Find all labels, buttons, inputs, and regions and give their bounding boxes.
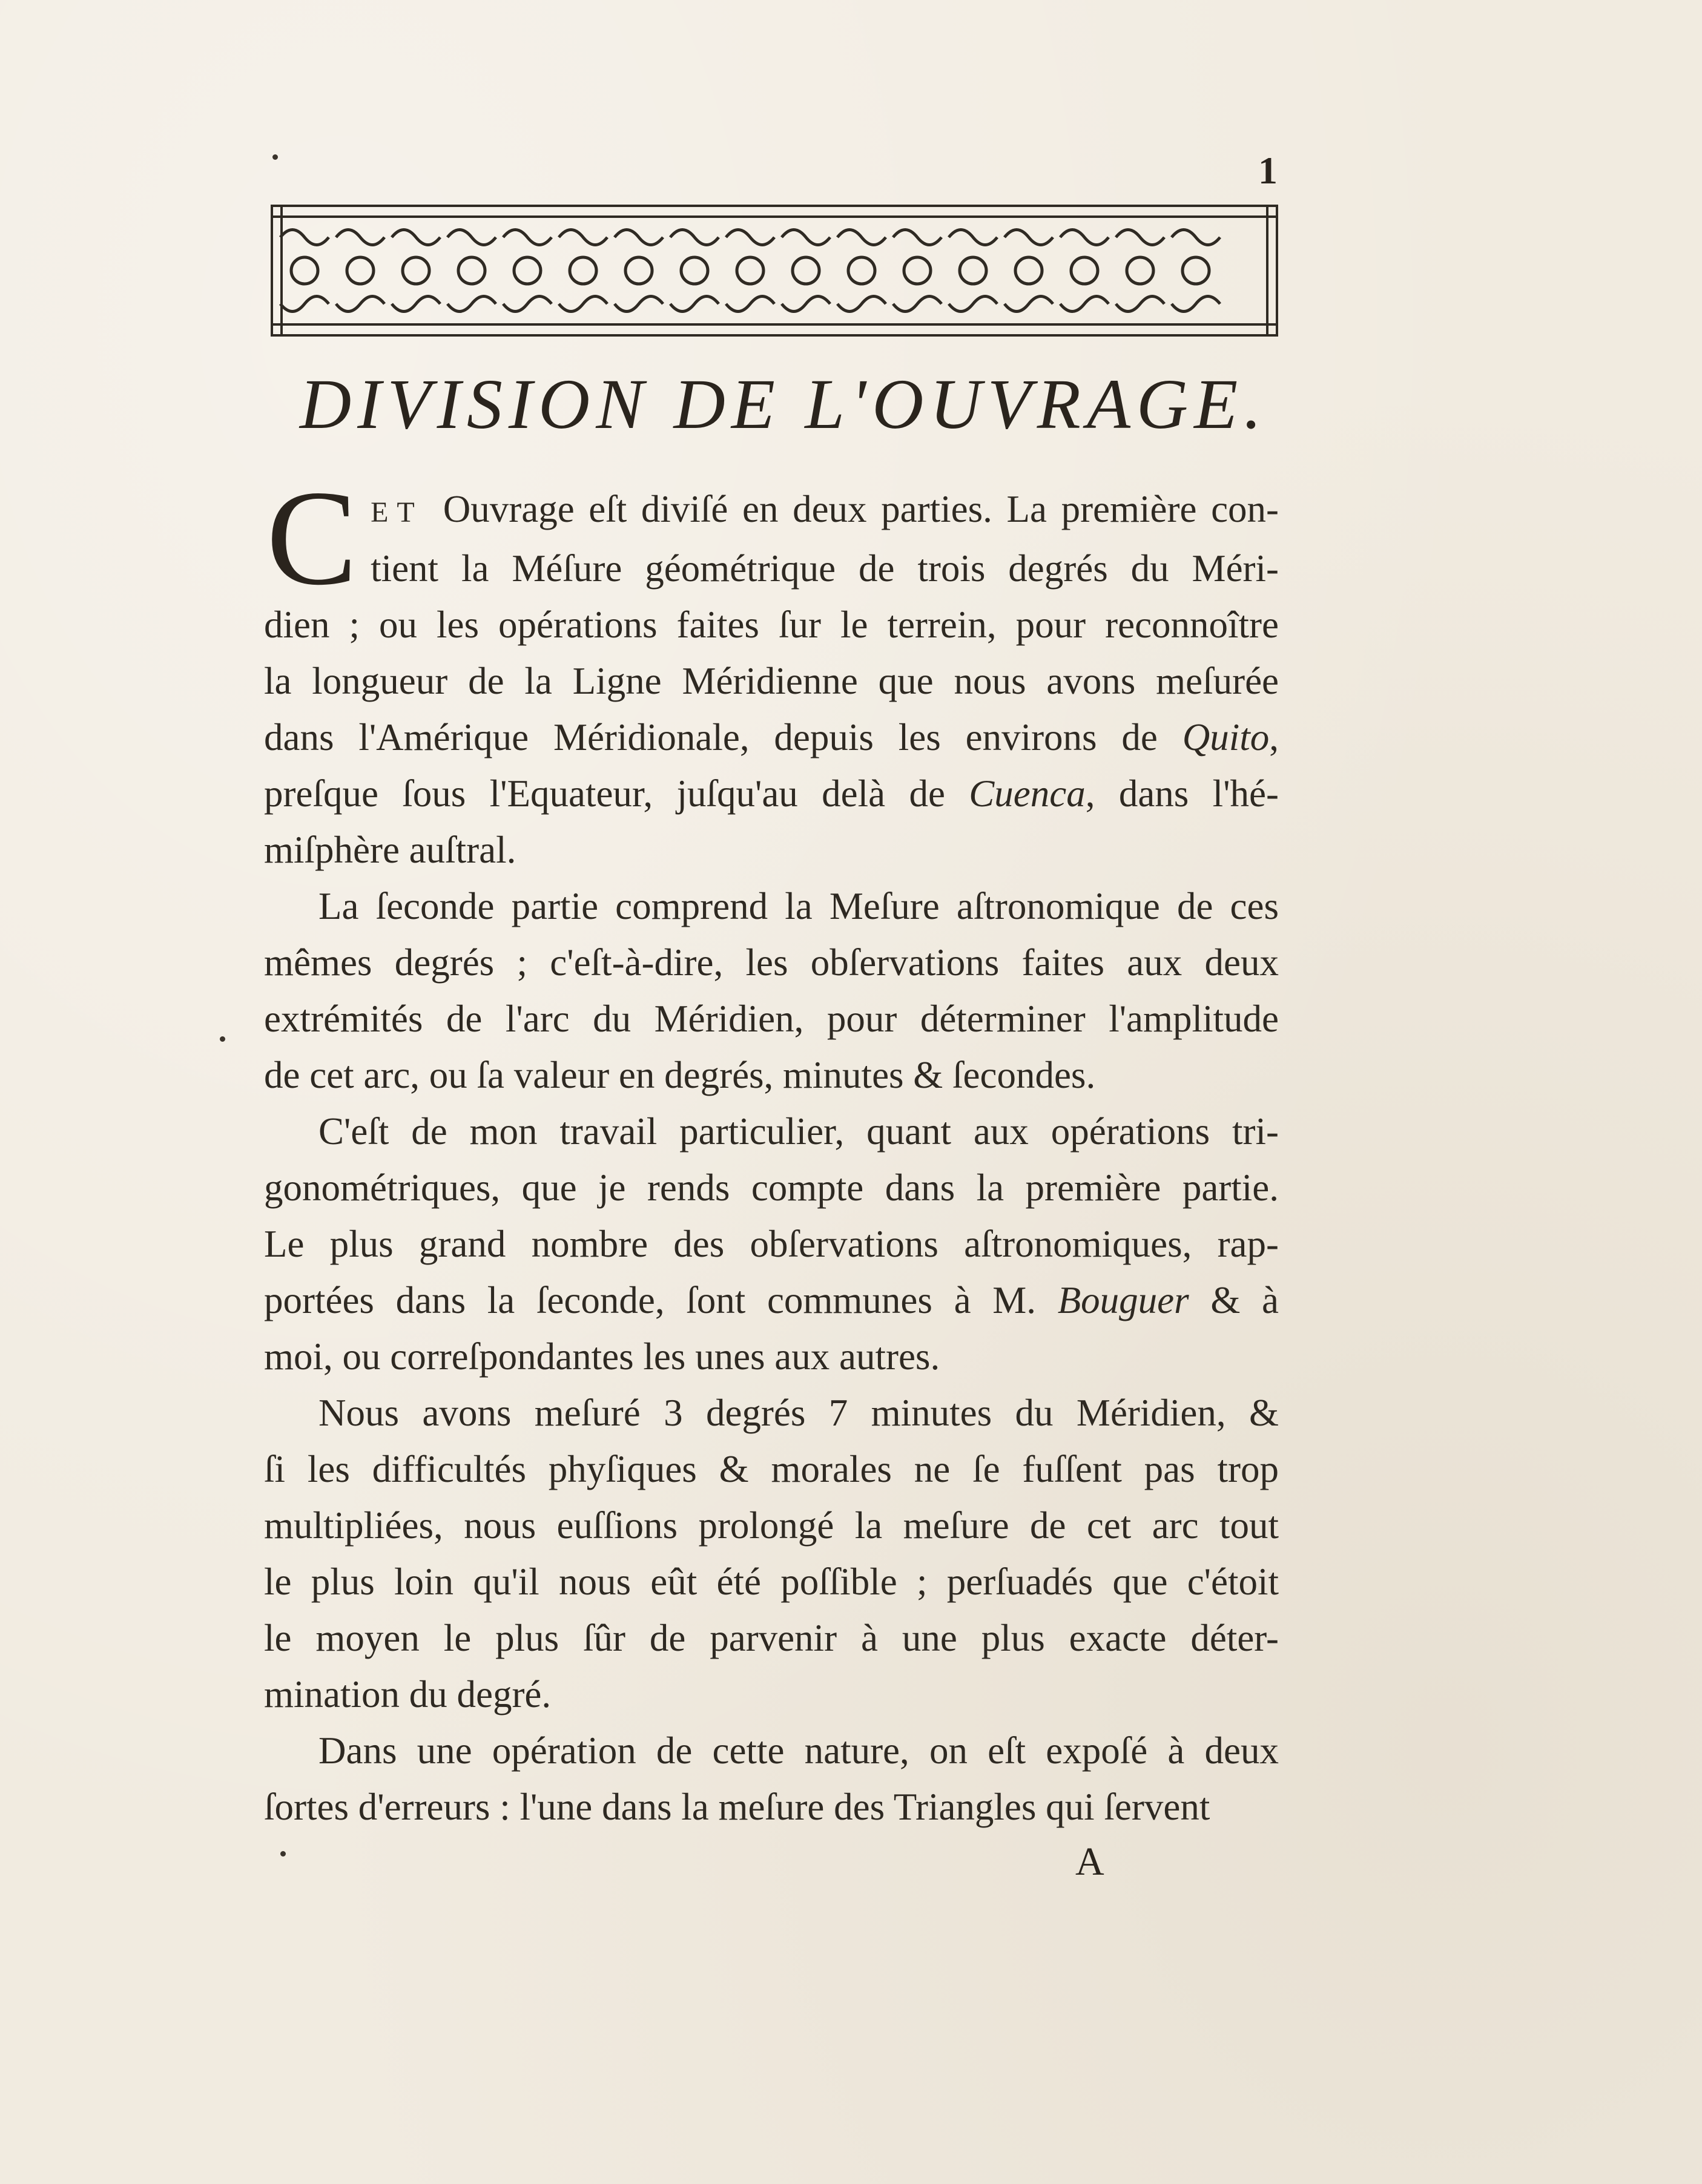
page-number: 1 [1258,149,1278,192]
ornament-scroll [893,230,942,312]
text-line: le plus loin qu'il nous eût été poſſible ; perſuadés que c'étoit [264,1561,1279,1603]
ornamental-headpiece [268,201,1281,340]
ornament-rosette [625,257,652,284]
ornament-rosette [681,257,708,284]
ornament-scroll [336,230,384,312]
text-line: tient la Méſure géométrique de trois degrés du Méri- [371,547,1279,590]
italic-word: Bouguer [1057,1279,1189,1321]
text-line: dans l'Amérique Méridionale, depuis les environs de Quito, [264,716,1279,758]
ornament-rosette [347,257,374,284]
text-line: de cet arc, ou ſa valeur en degrés, minutes & ſecondes. [264,1054,1096,1096]
ornament-rosette [1015,257,1042,284]
text-line: le moyen le plus ſûr de parvenir à une plus exacte déter- [264,1617,1279,1659]
text-line: ET Ouvrage eſt diviſé en deux parties. La première con- [371,488,1279,530]
ornament-scroll [949,230,997,312]
italic-word: Quito [1182,716,1270,758]
ornament-rosette [458,257,485,284]
text-line: extrémités de l'arc du Méridien, pour déterminer l'amplitude [264,998,1279,1040]
ornament-scroll [280,230,329,312]
paragraph [264,878,1279,1104]
ornament-scroll [559,230,607,312]
text-line: preſque ſous l'Equateur, juſqu'au delà de Cuenca, dans l'hé- [264,772,1279,815]
ornament-rosette [1071,257,1098,284]
ornament-rosette [403,257,429,284]
ornament-scroll [670,230,719,312]
paragraph [264,1385,1279,1723]
ornament-rosette [570,257,596,284]
text-line: Nous avons meſuré 3 degrés 7 minutes du Méridien, & [318,1392,1279,1434]
ornament-rosette [848,257,875,284]
ink-speck [280,1851,286,1857]
ornament-scroll [615,230,663,312]
ornament-rosette [514,257,541,284]
ornament-rosette [291,257,318,284]
text-line: gonométriques, que je rends compte dans la première partie. [264,1166,1279,1209]
text-line: mination du degré. [264,1673,552,1715]
ornament-scroll [1172,230,1220,312]
paragraph [264,1723,1279,1835]
text-line: C'eſt de mon travail particulier, quant aux opérations tri- [318,1110,1279,1153]
ornament-scroll [782,230,830,312]
text-line: Le plus grand nombre des obſervations aſtronomiques, rap- [264,1223,1279,1265]
ornament-scroll [1116,230,1164,312]
ornament-scroll [837,230,886,312]
text-line: mêmes degrés ; c'eſt-à-dire, les obſervations faites aux deux [264,941,1279,984]
paragraph [264,1104,1279,1385]
text-line: miſphère auſtral. [264,829,516,871]
ornament-rosette [1182,257,1209,284]
ornament-scroll [447,230,496,312]
body-text [264,462,1279,1835]
ornament-rosette [793,257,819,284]
text-line: multipliées, nous euſſions prolongé la meſure de cet arc tout [264,1504,1279,1547]
ornament-rosette [737,257,764,284]
text-line: dien ; ou les opérations faites ſur le terrein, pour reconnoître [264,604,1279,646]
paragraph [264,462,1279,878]
ornament-scroll [1060,230,1109,312]
text-line: moi, ou correſpondantes les unes aux autres. [264,1335,940,1378]
text-line: Dans une opération de cette nature, on eſt expoſé à deux [318,1729,1279,1772]
ornament-scroll [503,230,552,312]
ornament-scroll [392,230,440,312]
ornament-rosette [960,257,986,284]
ornament-rosette [904,257,931,284]
text-line: La ſeconde partie comprend la Meſure aſtronomique de ces [318,885,1279,927]
ornament-scroll [1004,230,1053,312]
ink-speck [220,1036,225,1042]
ornament-rosette [1127,257,1153,284]
signature-mark: A [1075,1840,1104,1884]
page-title: DIVISION DE L'OUVRAGE. [300,364,1268,444]
text-line: la longueur de la Ligne Méridienne que nous avons meſurée [264,660,1279,702]
ornament-scroll [726,230,774,312]
text-line: ſortes d'erreurs : l'une dans la meſure des Triangles qui ſervent [264,1786,1210,1828]
text-line: ſi les difficultés phyſiques & morales ne ſe fuſſent pas trop [264,1448,1279,1490]
text-line: portées dans la ſeconde, ſont communes à M. Bouguer & à [264,1279,1279,1321]
drop-cap: C [266,462,358,613]
ink-speck [272,154,278,160]
lead-caps: ET [371,496,443,528]
italic-word: Cuenca [969,772,1086,815]
